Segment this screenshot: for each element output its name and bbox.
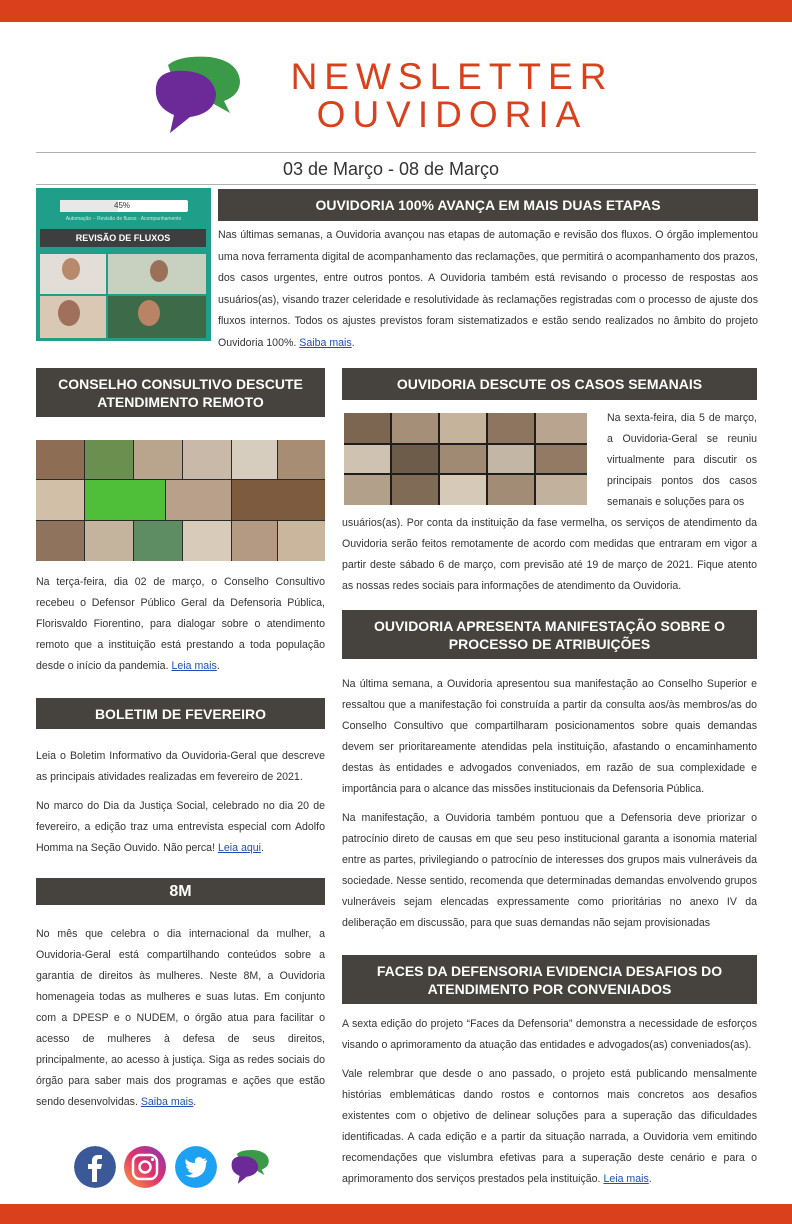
top-accent-bar	[0, 0, 792, 22]
8m-link[interactable]: Saiba mais	[140, 1096, 194, 1108]
top-story-text: Nas últimas semanas, a Ouvidoria avançou nas etapas de automação e revisão dos fluxos. O órgão implementou uma nova ferramenta digital de acompanhamento das reclamações, que permitirá o acompanhamento dos prazos, dos casos urgentes, entre outros pontos. A Ouvidoria também está revisando o processo de respostas aos usuários(as), visando trazer celeridade e resolutividade às reclamações registradas com o processo de ajuste dos fluxos internos. Todos os ajustes previstos foram sistematizados e estão sendo realizados no âmbito do projeto Ouvidoria 100%. Saiba mais.	[218, 229, 758, 349]
boletim-text	[36, 746, 325, 867]
image-small-caption: Automação ·· Revisão de fluxos · Acompanhamento	[65, 216, 182, 222]
manifestacao-heading-line-2: PROCESSO DE ATRIBUIÇÕES	[448, 635, 651, 652]
casos-text-wrap: Na sexta-feira, dia 5 de março, a Ouvidoria-Geral se reuniu virtualmente para discutir os principais pontos dos casos semanais e soluções para os	[607, 412, 757, 508]
twitter-icon[interactable]	[175, 1146, 217, 1188]
progress-label: 45%	[114, 201, 131, 210]
conselho-link[interactable]: Leia mais	[171, 660, 217, 672]
progress-fill	[60, 200, 118, 212]
manifestacao-heading-line-1: OUVIDORIA APRESENTA MANIFESTAÇÃO SOBRE O	[373, 617, 726, 634]
casos-meeting-image	[344, 413, 587, 505]
manifestacao-para-1: Na última semana, a Ouvidoria apresentou sua manifestação ao Conselho Superior e ressaltou que a manifestação foi construída a partir da consulta aos/às membros/as do Conselho Consultivo que compartilharam posicionamentos sobre quais demandas devem ser prioritareamente atendidas pela instituição, afastando o encaminhamento destas às entidades e advogados conveniados, em razão de sua complexidade e importância para o alcance das missões institucionais da Defensoria Pública.	[342, 678, 757, 795]
conselho-body: Na terça-feira, dia 02 de março, o Conselho Consultivo recebeu o Defensor Público Geral da Defensoria Pública, Florisvaldo Fiorentino, para dialogar sobre o atendimento remoto que a instituição está prestando a toda população desde o início da pandemia.	[36, 576, 325, 672]
faces-heading	[342, 955, 757, 1004]
faces-para-2: Vale relembrar que desde o ano passado, o projeto está publicando mensalmente histórias emblemáticas dando rostos e contornos mais concretos aos desafios existentes com o objetivo de delinear soluções para a superação das dificuldades identificadas. A cada edição e a partir da situação narrada, a Ouvidoria vem emitindo recomendações que vislumbra efetivas para a superação deste cenário e para o aprimoramento dos serviços prestados pela instituição. Leia mais.	[342, 1068, 757, 1185]
boletim-para-2-text: No marco do Dia da Justiça Social, celebrado no dia 20 de fevereiro, a edição traz uma entrevista especial com Adolfo Homma na Seção Ouvido. Não perca!	[36, 800, 325, 854]
faces-text	[342, 1014, 757, 1198]
progress-track	[60, 200, 188, 212]
conselho-text: Na terça-feira, dia 02 de março, o Conselho Consultivo recebeu o Defensor Público Geral da Defensoria Pública, Florisvaldo Fiorentino, para dialogar sobre o atendimento remoto que a instituição está prestando a toda população desde o início da pandemia. Leia mais.	[36, 576, 325, 672]
casos-text-full: usuários(as). Por conta da instituição da fase vermelha, os serviços de atendimento da Ouvidoria serão feitos remotamente de acordo com medidas que entraram em vigor a partir deste sábado 6 de março, com previsão até 19 de março de 2021. Fique atento as nossas redes sociais para informações de atendimento da Ouvidoria.	[342, 517, 757, 592]
8m-text: No mês que celebra o dia internacional da mulher, a Ouvidoria-Geral está compartilhando conteúdos sobre a garantia de direitos às mulheres. Neste 8M, a Ouvidoria homenageia todas as mulheres e suas lutas. Em conjunto com a DPESP e o NUDEM, o órgão atua para facilitar o acesso de mulheres à defesa de seus direitos, principalmente, ao acesso à justiça. Siga as redes sociais do órgão para saber mais dos programas e ações que estão sendo desenvolvidas. Saiba mais.	[36, 928, 325, 1108]
conselho-meeting-image	[36, 440, 325, 561]
8m-body: No mês que celebra o dia internacional da mulher, a Ouvidoria-Geral está compartilhando conteúdos sobre a garantia de direitos às mulheres. Neste 8M, a Ouvidoria homenageia todas as mulheres e suas lutas. Em conjunto com a DPESP e o NUDEM, o órgão atua para facilitar o acesso de mulheres à defesa de seus direitos, principalmente, ao acesso à justiça. Siga as redes sociais do órgão para saber mais dos programas e ações que estão sendo desenvolvidas.	[36, 928, 325, 1108]
manifestacao-heading	[342, 610, 757, 659]
faces-para-1: A sexta edição do projeto “Faces da Defensoria” demonstra a necessidade de esforços visando o aprimoramento da atuação das entidades e advogados(as) conveniados(as).	[342, 1018, 757, 1051]
manifestacao-text	[342, 674, 757, 942]
top-story-body: Nas últimas semanas, a Ouvidoria avançou nas etapas de automação e revisão dos fluxos. O órgão implementou uma nova ferramenta digital de acompanhamento das reclamações, que permitirá o acompanhamento dos prazos, dos casos urgentes, entre outros pontos. A Ouvidoria também está revisando o processo de respostas aos usuários(as), visando trazer celeridade e resolutividade às reclamações registradas com o processo de ajuste dos fluxos internos. Todos os ajustes previstos foram sistematizados e estão sendo realizados no âmbito do projeto Ouvidoria 100%.	[218, 229, 758, 349]
revisao-fluxos-badge: REVISÃO DE FLUXOS	[40, 229, 206, 247]
date-range: 03 de Março - 08 de Março	[282, 159, 500, 179]
facebook-icon[interactable]	[74, 1146, 116, 1188]
instagram-icon[interactable]	[124, 1146, 166, 1188]
faces-link[interactable]: Leia mais	[603, 1173, 649, 1185]
boletim-heading: BOLETIM DE FEVEREIRO	[36, 698, 325, 729]
top-story-heading: OUVIDORIA 100% AVANÇA EM MAIS DUAS ETAPAS	[218, 189, 758, 221]
conselho-heading-line-1: CONSELHO CONSULTIVO DESCUTE	[58, 375, 303, 392]
ouvidoria-logo-icon	[150, 55, 245, 135]
casos-heading: OUVIDORIA DESCUTE OS CASOS SEMANAIS	[342, 368, 757, 400]
revisao-fluxos-image	[36, 188, 211, 341]
newsletter-title	[262, 58, 642, 134]
faces-heading-line-1: FACES DA DEFENSORIA EVIDENCIA DESAFIOS DO	[376, 962, 723, 979]
ouvidoria-logo-icon[interactable]	[229, 1146, 271, 1188]
boletim-link[interactable]: Leia aqui	[217, 842, 261, 854]
divider-bottom	[36, 184, 756, 185]
faces-para-2-text: Vale relembrar que desde o ano passado, o projeto está publicando mensalmente histórias emblemáticas dando rostos e contornos mais concretos aos desafios existentes com o objetivo de delinear soluções para a superação das dificuldades identificadas. A cada edição e a partir da situação narrada, a Ouvidoria vem emitindo recomendações que vislumbra efetivas para a superação deste cenário e para o aprimoramento dos serviços prestados pela instituição.	[342, 1068, 757, 1185]
boletim-para-1: Leia o Boletim Informativo da Ouvidoria-Geral que descreve as principais atividades realizadas em fevereiro de 2021.	[36, 750, 325, 783]
manifestacao-para-2: Na manifestação, a Ouvidoria também pontuou que a Defensoria deve priorizar o patrocínio direto de causas em que seu peso institucional garanta a isonomia material entre as partes, privilegiando o patrocínio de interesses dos grupos mais vulneráveis da sociedade. Nesse sentido, recomenda que determinadas demandas envolvendo grupos vulneráveis sejam elencadas expressamente como prioritárias no anexo IV da deliberação em discussão, para que suas demandas não sejam provisionadas	[342, 812, 757, 929]
divider-top	[36, 152, 756, 153]
top-story-link[interactable]: Saiba mais	[299, 336, 352, 349]
conselho-heading	[36, 368, 325, 417]
boletim-para-2: No marco do Dia da Justiça Social, celebrado no dia 20 de fevereiro, a edição traz uma entrevista especial com Adolfo Homma na Seção Ouvido. Não perca! Leia aqui.	[36, 800, 325, 854]
conselho-heading-line-2: ATENDIMENTO REMOTO	[97, 393, 264, 410]
faces-heading-line-2: ATENDIMENTO POR CONVENIADOS	[427, 980, 672, 997]
8m-heading: 8M	[36, 878, 325, 905]
bottom-accent-bar	[0, 1204, 792, 1224]
title-line-2: OUVIDORIA	[316, 94, 588, 135]
title-line-1: NEWSLETTER	[290, 56, 614, 97]
